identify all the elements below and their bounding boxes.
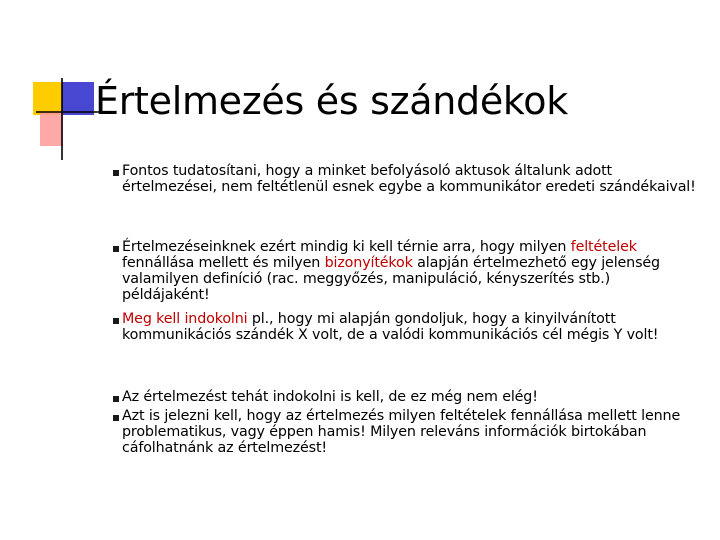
emphasis-meg-kell-indokolni: Meg kell indokolni bbox=[122, 311, 248, 327]
bullet-item-5 bbox=[122, 408, 697, 456]
emphasis-feltetelek: feltételek bbox=[570, 239, 637, 255]
bullet-marker bbox=[113, 415, 119, 421]
bullet-text: Azt is jelezni kell, hogy az értelmezés milyen feltételek fennállása mellett lenne problematikus, vagy éppen hamis! Milyen releváns információk birtokában cáfolhatnánk az értelmezést! bbox=[122, 408, 681, 456]
bullet-text: Értelmezéseinknek ezért mindig ki kell térnie arra, hogy milyen feltételek fennállása mellett és milyen bizonyítékok alapján értelmezhető egy jelenség valamilyen definíció (rac. meggyőzés, manipuláció, kényszerítés stb.) példájaként! bbox=[122, 239, 660, 303]
bullet-item-2 bbox=[122, 239, 697, 303]
emphasis-bizonyitekok: bizonyítékok bbox=[324, 255, 413, 271]
bullet-item-4 bbox=[122, 389, 697, 405]
bullet-marker bbox=[113, 246, 119, 252]
bullet-marker bbox=[113, 170, 119, 176]
bullet-text: Meg kell indokolni pl., hogy mi alapján gondoljuk, hogy a kinyilvánított kommunikációs szándék X volt, de a valódi kommunikációs cél mégis Y volt! bbox=[122, 311, 659, 343]
bullet-text: Fontos tudatosítani, hogy a minket befolyásoló aktusok általunk adott értelmezései, nem feltétlenül esnek egybe a kommunikátor eredeti szándékaival! bbox=[122, 163, 696, 195]
slide-title: Értelmezés és szándékok bbox=[95, 79, 568, 123]
bullet-marker bbox=[113, 318, 119, 324]
bullet-item-1 bbox=[122, 163, 697, 195]
bullet-text: Az értelmezést tehát indokolni is kell, de ez még nem elég! bbox=[122, 389, 538, 405]
bullet-marker bbox=[113, 396, 119, 402]
bullet-item-3 bbox=[122, 311, 697, 343]
